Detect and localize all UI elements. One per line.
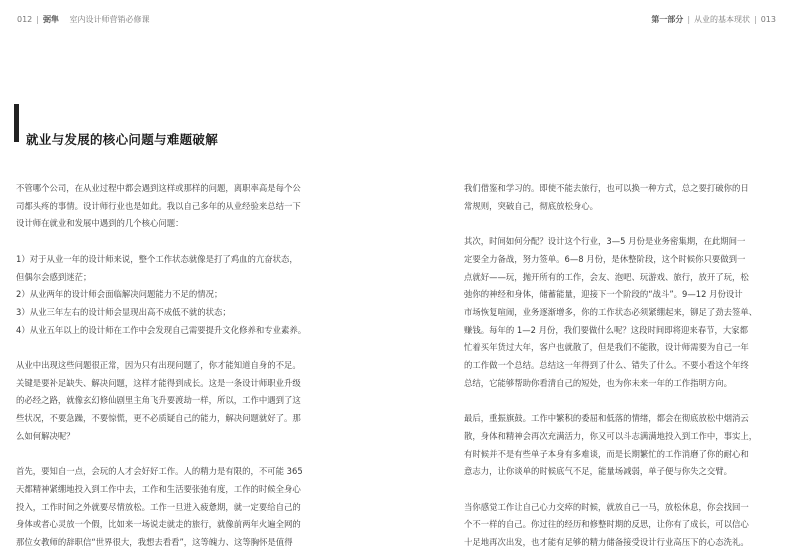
text-line: 定要全力备战，努力签单。6—8 月份，是休整阶段，这个时候你只要做到一 <box>464 253 746 264</box>
book-title: 室内设计师营销必修课 <box>69 15 150 24</box>
text-line: 当你感觉工作让自己心力交瘁的时候，就放自己一马，放松休息，你会找回一 <box>464 501 749 512</box>
paragraph-gap <box>16 233 336 251</box>
right-text-column <box>464 180 780 552</box>
text-line: 意志力，让你谈单的时候底气不足，能量场减弱，单子便与你失之交臂。 <box>464 466 732 477</box>
paragraph-gap <box>464 481 780 499</box>
text-line: 个不一样的自己。你过往的经历和修整时期的反思，让你有了成长，可以信心 <box>464 519 749 530</box>
text-line: 从业中出现这些问题很正常，因为只有出现问题了，你才能知道自身的不足。 <box>16 360 301 370</box>
text-line: 司都头疼的事情。设计师行业也是如此。我以自己多年的从业经验来总结一下 <box>16 200 301 211</box>
paragraph-gap <box>16 446 336 464</box>
page-number-left: 012 <box>17 15 33 24</box>
text-line: 不管哪个公司，在从业过程中都会遇到这样或那样的问题，离职率高是每个公 <box>16 183 301 193</box>
paragraph-gap <box>464 392 780 410</box>
header-separator <box>63 15 66 24</box>
text-line: 市场恢复喧闹，业务逐渐增多，你的工作状态必须紧绷起来，铆足了劲去签单、 <box>464 306 758 317</box>
text-line: 天都精神紧绷地投入到工作中去，工作和生活要张弛有度，工作的时候全身心 <box>16 483 301 494</box>
text-line: 最后，重振旗鼓。工作中繁积的委屈和低落的情绪，都会在彻底放松中烟消云 <box>464 413 749 424</box>
text-line: 关键是要补足缺失、解决问题，这样才能得到成长。这是一条设计师职业升级 <box>16 377 301 388</box>
left-text-column <box>16 180 336 552</box>
text-line: 忙着买年货过大年，客户也就散了，但是我们不能散，设计师需要为自己一年 <box>464 342 749 353</box>
text-line: 散，身体和精神会再次充满活力，你又可以斗志满满地投入到工作中，事实上， <box>464 430 758 441</box>
section-label: 从业的基本现状 <box>694 15 751 24</box>
paragraph-gap <box>16 339 336 357</box>
text-line: 4）从业五年以上的设计师在工作中会发现自己需要提升文化修养和专业素养。 <box>16 324 307 335</box>
text-line: 身体或者心灵放一个假，比如来一场说走就走的旅行，就像前两年火遍全网的 <box>16 519 301 530</box>
page-number-right: 013 <box>760 15 776 24</box>
text-line: 其次，时间如何分配？设计这个行业，3—5 月份是业务密集期，在此期间一 <box>464 236 746 247</box>
text-line: 2）从业两年的设计师会面临解决问题能力不足的情况； <box>16 289 223 300</box>
text-line: 设计师在就业和发展中遇到的几个核心问题： <box>16 218 184 229</box>
paragraph-gap <box>464 215 780 233</box>
text-line: 3）从业三年左右的设计师会显现出高不成低不就的状态； <box>16 306 231 317</box>
text-line: 投入，工作时间之外就要尽情放松。工作一旦进入疲惫期，就一定要给自己的 <box>16 501 301 512</box>
text-line: 1）对于从业一年的设计师来说，整个工作状态就像是打了鸡血的亢奋状态， <box>16 253 298 264</box>
section-title: 就业与发展的核心问题与难题破解 <box>26 132 219 147</box>
text-line: 我们借鉴和学习的。即使不能去旅行，也可以换一种方式，总之要打破你的日 <box>464 183 749 193</box>
text-line: 点就好——玩，抛开所有的工作，会友、泡吧、玩游戏、旅行，放开了玩，松 <box>464 271 749 282</box>
chapter-label: 弼隼 <box>42 15 59 24</box>
text-line: 弛你的神经和身体，储蓄能量，迎接下一个阶段的“战斗”。9—12 月份设计 <box>464 289 743 300</box>
text-line: 那位女教师的辞职信“世界很大，我想去看看”，这等魄力、这等胸怀是值得 <box>16 537 293 548</box>
header-separator: | <box>36 15 39 24</box>
part-label: 第一部分 <box>651 15 684 24</box>
running-header-right <box>651 14 776 25</box>
text-line: 赚钱。每年的 1—2 月份，我们要做什么呢？这段时间即将迎来春节，大家都 <box>464 324 748 335</box>
header-separator: | <box>687 15 691 24</box>
title-accent-bar <box>14 104 19 142</box>
text-line: 些状况，不要急躁，不要惊慌，更不必质疑自己的能力，解决问题就好了。那 <box>16 413 301 424</box>
text-line: 十足地再次出发，也才能有足够的精力储备接受设计行业高压下的心态洗礼。 <box>464 537 749 548</box>
text-line: 总结，它能够帮助你看清自己的短处，也为你未来一年的工作指明方向。 <box>464 377 732 388</box>
text-line: 的工作做一个总结。总结这一年得到了什么、错失了什么。不要小看这个年终 <box>464 360 749 371</box>
text-line: 常规则，突破自己，彻底放松身心。 <box>464 200 598 211</box>
text-line: 有时候并不是有些单子本身有多难谈，而是长期繁忙的工作消磨了你的耐心和 <box>464 448 749 459</box>
text-line: 的必经之路，就像玄幻修仙剧里主角飞升要渡劫一样，所以，工作中遇到了这 <box>16 395 301 406</box>
text-line: 么如何解决呢？ <box>16 430 75 441</box>
text-line: 但偶尔会感到迷茫； <box>16 271 92 282</box>
header-separator: | <box>754 15 757 24</box>
text-line: 首先，要知自一点，会玩的人才会好好工作。人的精力是有限的，不可能 365 <box>16 466 303 477</box>
running-header-left <box>17 14 150 25</box>
